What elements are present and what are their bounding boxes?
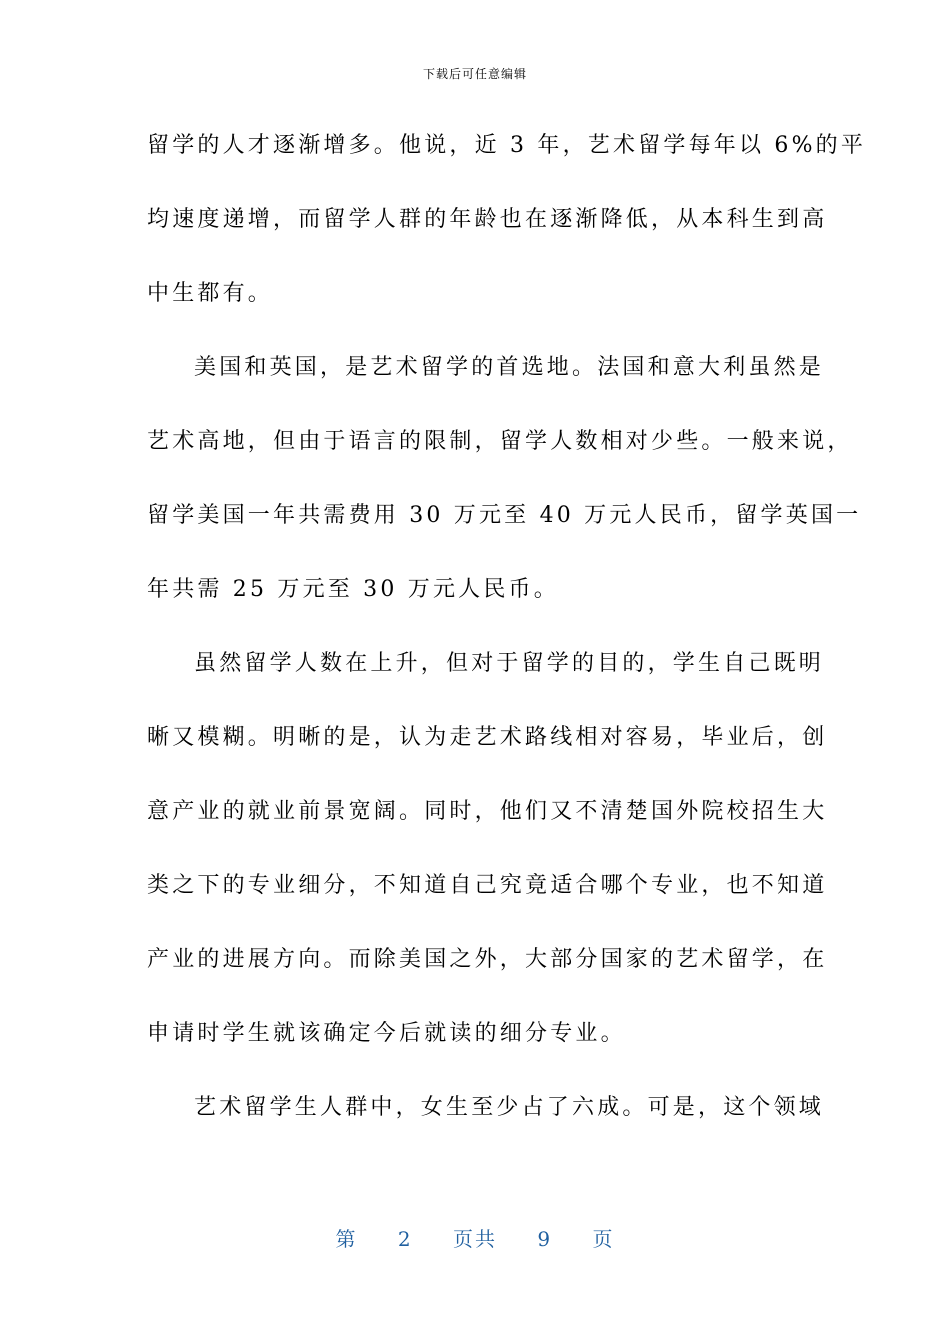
page-footer	[0, 1226, 950, 1252]
text-line: 留学美国一年共需费用 30 万元至 40 万元人民币，留学英国一	[147, 503, 862, 528]
text-line: 产业的进展方向。而除美国之外，大部分国家的艺术留学，在	[147, 947, 828, 972]
footer-middle: 页共	[453, 1227, 497, 1251]
page-header: 下载后可任意编辑	[422, 67, 527, 81]
text-line: 留学的人才逐渐增多。他说，近 3 年，艺术留学每年以 6%的平	[147, 133, 867, 158]
document-body	[147, 124, 867, 1160]
text-line: 艺术高地，但由于语言的限制，留学人数相对少些。一般来说，	[147, 429, 853, 454]
text-line: 美国和英国，是艺术留学的首选地。法国和意大利虽然是	[194, 355, 825, 380]
current-page-number: 2	[397, 1227, 413, 1251]
total-pages-number: 9	[537, 1227, 553, 1251]
footer-suffix: 页	[592, 1227, 615, 1251]
text-line: 年共需 25 万元至 30 万元人民币。	[147, 577, 559, 602]
text-line: 中生都有。	[147, 281, 274, 306]
footer-prefix: 第	[335, 1227, 358, 1251]
text-line: 均速度递增，而留学人群的年龄也在逐渐降低，从本科生到高	[147, 207, 828, 232]
text-line: 艺术留学生人群中，女生至少占了六成。可是，这个领域	[194, 1095, 825, 1120]
text-line: 意产业的就业前景宽阔。同时，他们又不清楚国外院校招生大	[147, 799, 828, 824]
text-line: 申请时学生就该确定今后就读的细分专业。	[147, 1021, 626, 1046]
text-line: 类之下的专业细分，不知道自己究竟适合哪个专业，也不知道	[147, 873, 828, 898]
text-line: 晰又模糊。明晰的是，认为走艺术路线相对容易，毕业后，创	[147, 725, 828, 750]
text-line: 虽然留学人数在上升，但对于留学的目的，学生自己既明	[194, 651, 825, 676]
